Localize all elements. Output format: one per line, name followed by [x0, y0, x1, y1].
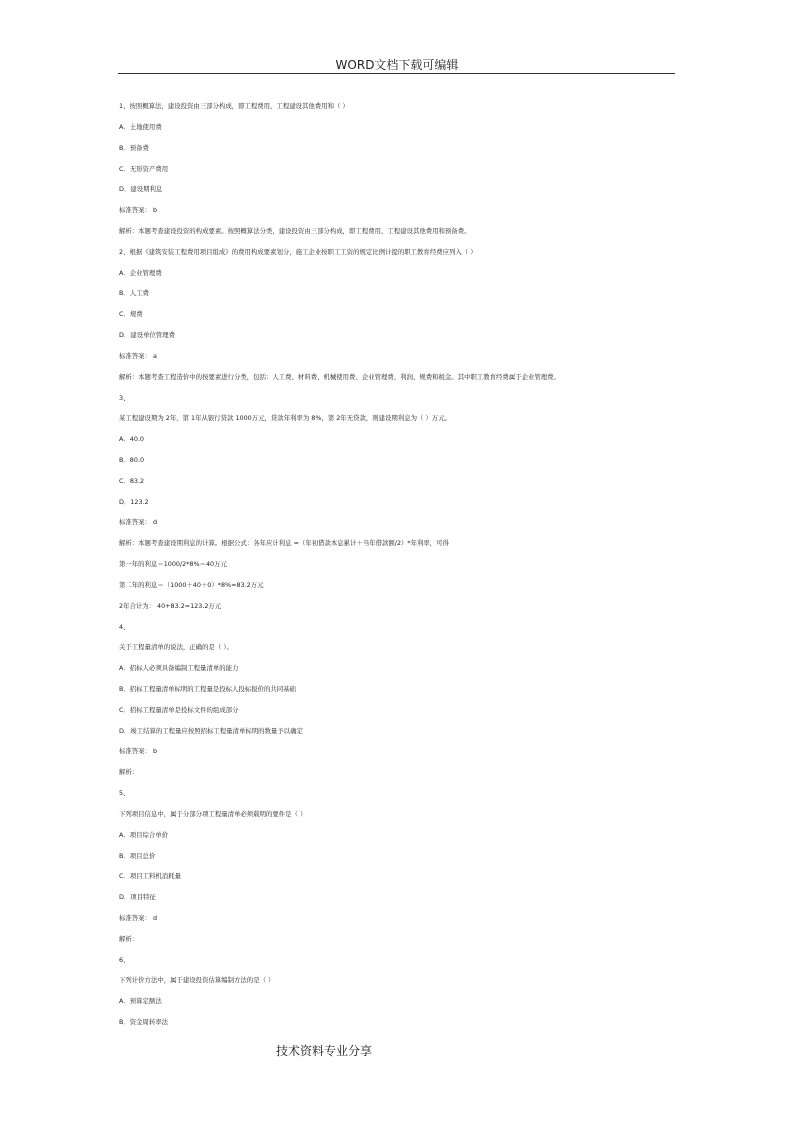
document-line: B．80.0	[119, 455, 145, 464]
document-line: B．预备费	[119, 143, 149, 152]
document-line: C．规费	[119, 310, 143, 319]
document-line: 关于工程量清单的说法，正确的是（ ）。	[119, 643, 233, 652]
document-line: D．建设期利息	[119, 185, 163, 194]
document-line: 6、	[119, 955, 130, 964]
document-line: 标准答案： a	[119, 351, 157, 360]
document-line: 下列计价方法中，属于建设投资估算编制方法的是（ ）	[119, 976, 275, 985]
document-line: 下列项目信息中，属于分部分项工程量清单必须载明的要件是（ ）	[119, 809, 307, 818]
document-line: A．企业管理费	[119, 268, 162, 277]
document-line: A．项目综合单价	[119, 830, 169, 839]
document-line: B．人工费	[119, 289, 149, 298]
document-line: 4、	[119, 622, 130, 631]
document-line: 第一年的利息＝1000/2*8%＝40万元	[119, 560, 227, 568]
document-line: 5、	[119, 789, 130, 798]
document-line: A．土地使用费	[119, 122, 162, 131]
document-line: 3、	[119, 393, 130, 402]
document-line: C．项目工料机消耗量	[119, 872, 181, 881]
document-line: 某工程建设期为 2年，第 1年从银行贷款 1000万元，贷款年利率为 8%，第 2年无贷款，则建设期利息为（ ）万元。	[119, 414, 451, 423]
document-line: C．无形资产费用	[119, 164, 169, 173]
document-line: 解析：本题考查建设投资的构成要素。按照概算法分类，建设投资由三部分构成，即工程费用、工程建设其他费用和预备费。	[119, 226, 471, 235]
document-line: A．招标人必须具备编制工程量清单的能力	[119, 664, 239, 673]
document-line: 标准答案： d	[119, 518, 158, 527]
page-footer: 技术资料专业分享	[276, 1044, 373, 1058]
document-line: 第二年的利息＝（1000＋40＋0）*8%=83.2万元	[119, 580, 264, 589]
document-line: B．招标工程量清单标明的工程量是投标人投标报价的共同基础	[119, 685, 296, 693]
document-line: 2年合计为： 40+83.2=123.2万元	[119, 601, 222, 610]
document-line: 标准答案： d	[119, 914, 158, 922]
document-line: C．招标工程量清单是投标文件的组成部分	[119, 705, 239, 714]
document-line: D．123.2	[119, 497, 149, 506]
document-line: A．40.0	[119, 435, 144, 444]
document-line: 1、按照概算法，建设投资由三部分构成，即工程费用、工程建设其他费用和（ ）	[119, 102, 349, 110]
document-line: 2、根据《建筑安装工程费用项目组成》的费用构成要素划分，施工企业按职工工资的规定比例计提的职工教育经费应列入（ ）	[119, 247, 477, 256]
document-line: 解析：	[119, 934, 139, 943]
document-line: C．83.2	[119, 476, 145, 485]
document-line: 解析：本题考查建设期利息的计算。根据公式：各年应计利息 =（年初借款本息累计＋当年借款额/2）*年利率，可得	[119, 539, 449, 548]
page-header: WORD文档下载可编辑	[335, 58, 459, 72]
document-line: 解析：	[119, 768, 139, 777]
document-line: 解析：本题考查工程造价中的按要素进行分类，包括：人工费、材料费、机械使用费、企业管理费、利润、规费和税金。其中职工教育经费属于企业管理费。	[119, 372, 560, 381]
document-line: B．项目总价	[119, 851, 156, 860]
document-line: B．资金周转率法	[119, 1018, 169, 1027]
document-line: 标准答案： b	[119, 206, 158, 215]
document-line: D．项目特征	[119, 893, 156, 902]
document-line: A．预算定额法	[119, 997, 162, 1006]
document-line: D．建设单位管理费	[119, 331, 176, 339]
document-line: 标准答案： b	[119, 747, 158, 756]
document-line: D．竣工结算的工程量应按照招标工程量清单标明的数量予以确定	[119, 726, 303, 735]
